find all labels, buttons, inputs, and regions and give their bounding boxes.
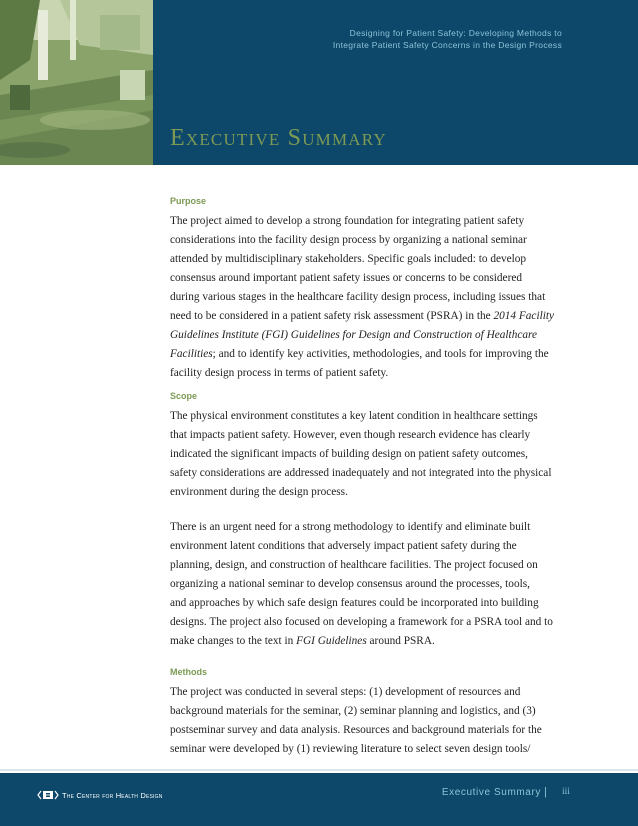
text-fragment: make changes to the text in: [170, 635, 294, 647]
text-line: [170, 345, 570, 364]
scope-paragraph-2: [170, 518, 570, 651]
text-fragment: ; and to identify key activities, methodologies, and tools for improving the: [212, 348, 549, 360]
text-line: There is an urgent need for a strong methodology to identify and eliminate built: [170, 521, 531, 533]
text-line: that impacts patient safety. However, even though research evidence has clearly: [170, 429, 531, 441]
text-line: attended by multidisciplinary stakeholders. Specific goals included: to develop: [170, 253, 527, 265]
text-line: The project was conducted in several steps: (1) development of resources and: [170, 686, 521, 698]
text-line: safety considerations are addressed inadequately and not integrated into the physical: [170, 467, 552, 479]
text-line: environment latent conditions that adversely impact patient safety during the: [170, 540, 517, 552]
scope-heading: Scope: [170, 391, 198, 401]
text-line: seminar were developed by (1) reviewing literature to select seven design tools/: [170, 743, 531, 755]
text-line: background materials for the seminar, (2) seminar planning and logistics, and (3): [170, 705, 536, 717]
organization-logo: [37, 790, 163, 800]
page-footer: [0, 773, 638, 826]
text-line: postseminar survey and data analysis. Resources and background materials for the: [170, 724, 542, 736]
text-line: indicated the significant impacts of building design on patient safety outcomes,: [170, 448, 528, 460]
text-line: during various stages in the healthcare facility design process, including issues that: [170, 291, 546, 303]
atrium-photo: [0, 0, 153, 165]
text-line: consensus around important patient safety issues or concerns to be considered: [170, 272, 522, 284]
chd-logo-icon: [37, 790, 59, 800]
text-line: environment during the design process.: [170, 486, 348, 498]
text-fragment: around PSRA.: [369, 635, 435, 647]
methods-paragraph: [170, 683, 570, 759]
citation-italic: Facilities: [170, 348, 213, 360]
main-content: [170, 196, 570, 759]
text-line: designs. The project also focused on developing a framework for a PSRA tool and to: [170, 616, 553, 628]
text-line: [170, 326, 570, 345]
document-title-line-2: Integrate Patient Safety Concerns in the Design Process: [332, 40, 562, 50]
document-title: [262, 27, 562, 51]
citation-italic: Guidelines Institute (FGI) Guidelines for Design and Construction of Healthcare: [170, 329, 537, 341]
text-line: [170, 632, 570, 651]
text-line: organizing a national seminar to develop consensus around the processes, tools,: [170, 578, 530, 590]
purpose-paragraph: [170, 212, 570, 383]
text-fragment: need to be considered in a patient safety risk assessment (PSRA) in the: [170, 310, 491, 322]
text-line: and approaches by which safe design features could be incorporated into building: [170, 597, 539, 609]
footer-separator: |: [544, 786, 547, 798]
purpose-heading: Purpose: [170, 196, 207, 206]
text-line: The project aimed to develop a strong foundation for integrating patient safety: [170, 215, 525, 227]
text-line: [170, 307, 570, 326]
document-title-line-1: Designing for Patient Safety: Developing Methods to: [349, 28, 562, 38]
text-line: facility design process in terms of patient safety.: [170, 367, 389, 379]
text-line: The physical environment constitutes a key latent condition in healthcare settings: [170, 410, 538, 422]
scope-paragraph-1: [170, 407, 570, 502]
text-line: planning, design, and construction of healthcare facilities. The project focused on: [170, 559, 538, 571]
citation-italic: FGI Guidelines: [296, 635, 367, 647]
logo-text: The Center for Health Design: [62, 790, 163, 800]
page-number: iii: [562, 787, 570, 797]
text-line: considerations into the facility design process by organizing a national seminar: [170, 234, 527, 246]
section-title: Executive Summary: [170, 125, 387, 151]
atrium-photo-graphic: [0, 0, 153, 165]
methods-heading: Methods: [170, 667, 207, 677]
footer-section-label: Executive Summary: [441, 787, 541, 798]
citation-italic: 2014 Facility: [493, 310, 555, 322]
footer-divider: [0, 769, 638, 771]
